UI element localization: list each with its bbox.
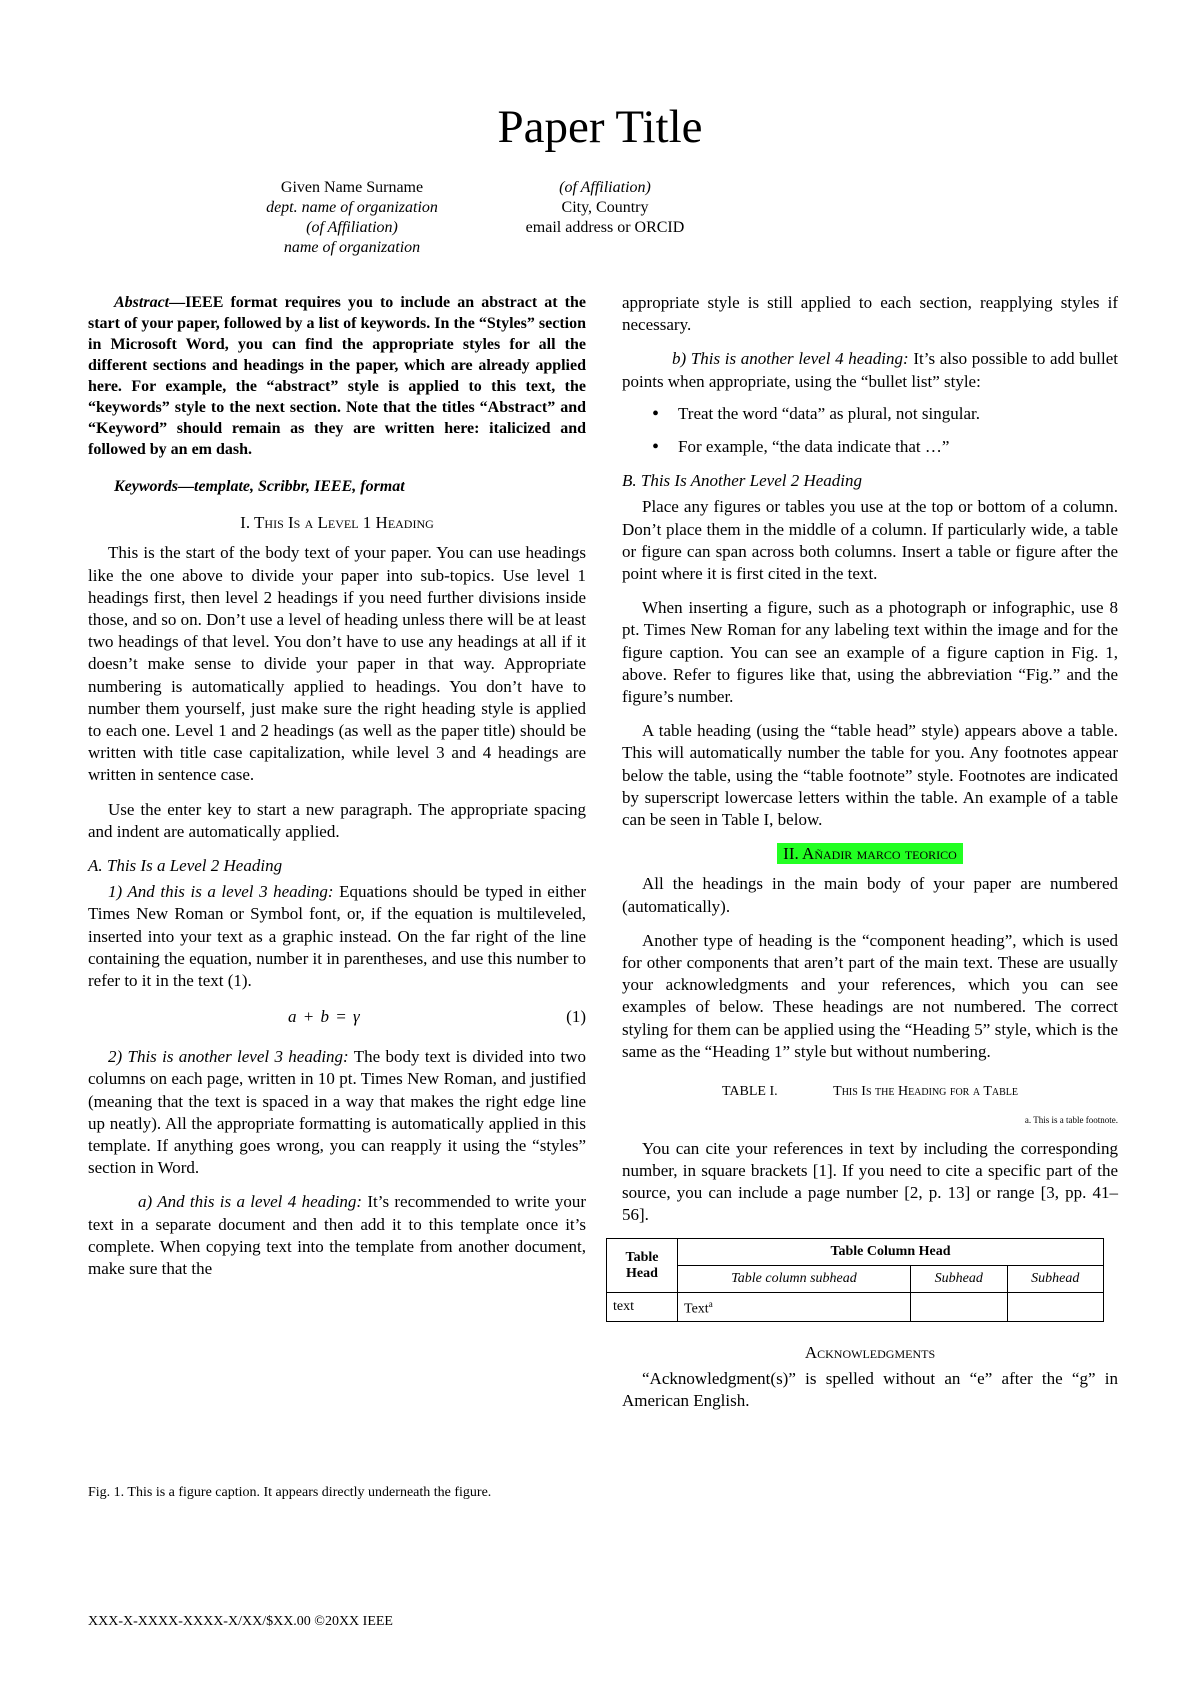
level3-text: The body text is divided into two columns on each page, written in 10 pt. Times New Roman, and justified (meaning that the text is spaced in a way that makes the right edge line up neatly). All the appropriate formatting is automatically applied in this template. If anything goes wrong, you can reapply it using the “styles” section in Word. — [88, 1047, 586, 1178]
section-heading-2 — [622, 843, 1118, 865]
equation-number: (1) — [566, 1007, 586, 1027]
level3-heading: 2) This is another level 3 heading: — [108, 1047, 349, 1067]
author-dept: dept. name of organization — [266, 199, 438, 216]
table-row — [607, 1239, 1104, 1266]
author-email: email address or ORCID — [525, 219, 685, 236]
table-row — [607, 1266, 1104, 1293]
author-affiliation-right: (of Affiliation) — [559, 179, 651, 196]
table-row — [607, 1293, 1104, 1322]
table-cell: text — [607, 1293, 678, 1322]
section-heading-1: I. This Is a Level 1 Heading — [240, 513, 434, 533]
list-item: • Treat the word “data” as plural, not singular. — [678, 403, 1118, 425]
level3-heading: 1) And this is a level 3 heading: — [108, 882, 334, 902]
table-cell — [1007, 1293, 1104, 1322]
body-paragraph: All the headings in the main body of your paper are numbered (automatically). — [622, 874, 1118, 916]
author-affiliation: (of Affiliation) — [306, 219, 398, 236]
list-item: • For example, “the data indicate that …” — [678, 436, 1118, 458]
copyright-footer: XXX-X-XXXX-XXXX-X/XX/$XX.00 ©20XX IEEE — [88, 1614, 393, 1629]
body-paragraph: When inserting a figure, such as a photograph or infographic, use 8 pt. Times New Roman for any labeling text within the image and for the figure caption. You can see an example of a figure caption in Fig. 1, above. Refer to figures like that, using the abbreviation “Fig.” and the figure’s number. — [622, 598, 1118, 707]
author-city: City, Country — [561, 199, 649, 216]
equation — [88, 1006, 586, 1030]
highlighted-heading: II. Añadir marco teorico — [777, 843, 963, 864]
table-footnote: a. This is a table footnote. — [1024, 1115, 1118, 1126]
abstract — [88, 292, 586, 460]
table-cell — [911, 1293, 1008, 1322]
author-name: Given Name Surname — [280, 179, 424, 196]
right-column — [613, 292, 1118, 1425]
paper-title: Paper Title — [497, 101, 703, 153]
table-footnote-marker: a — [708, 1299, 713, 1310]
subsection-heading-a: A. This Is a Level 2 Heading — [88, 856, 283, 876]
level4-paragraph — [88, 1191, 586, 1280]
level4-text: It’s recommended to write your text in a separate document and then add it to this template once it’s complete. When copying text into the template from another document, make sure that the — [88, 1192, 586, 1279]
level3-text: Equations should be typed in either Times New Roman or Symbol font, or, if the equation is multileveled, inserted into your text as a graphic instead. On the far right of the line containing the equation, number it in parentheses, and use this number to refer to it in the text (1). — [88, 882, 586, 991]
table-column-head: Table Column Head — [678, 1239, 1104, 1266]
level4-paragraph — [622, 348, 1118, 392]
body-paragraph: A table heading (using the “table head” style) appears above a table. This will automatically number the table for you. Any footnotes appear below the table, using the “table footnote” style. Footnotes are indicated by superscript lowercase letters within the table. An example of a table can be seen in Table I, below. — [622, 721, 1118, 830]
body-paragraph: Use the enter key to start a new paragraph. The appropriate spacing and indent are automatically applied. — [88, 799, 586, 841]
level4-heading: b) This is another level 4 heading: — [672, 349, 909, 369]
body-paragraph: appropriate style is still applied to each section, reapplying styles if necessary. — [622, 293, 1118, 335]
abstract-label: Abstract — [114, 294, 170, 311]
data-table — [606, 1238, 1104, 1322]
body-paragraph: Place any figures or tables you use at the top or bottom of a column. Don’t place them in the middle of a column. If particularly wide, a table or figure can span across both columns. Insert a table or figure after the point where it is first cited in the text. — [622, 497, 1118, 584]
body-paragraph: You can cite your references in text by including the corresponding number, in square brackets [1]. If you need to cite a specific part of the source, you can include a page number [2, p. 13] or range [3, pp. 41–56]. — [622, 1138, 1118, 1225]
subsection-heading-b: B. This Is Another Level 2 Heading — [622, 471, 863, 491]
bullet-list — [622, 403, 1118, 458]
figure-caption: Fig. 1. This is a figure caption. It appears directly underneath the figure. — [88, 1485, 492, 1500]
table-cell — [678, 1293, 911, 1322]
table-heading: This Is the Heading for a Table — [833, 1084, 1018, 1100]
abstract-dash: — — [169, 294, 186, 311]
table-subhead: Subhead — [1007, 1266, 1104, 1293]
author-org: name of organization — [283, 239, 421, 256]
level3-paragraph — [88, 1046, 586, 1179]
table-label: TABLE I. — [721, 1084, 778, 1100]
level3-paragraph — [88, 881, 586, 992]
table-cell-text: Text — [684, 1301, 709, 1317]
level4-text: It’s also possible to add bullet points when appropriate, using the “bullet list” style: — [622, 349, 1118, 391]
author-block-right — [425, 178, 785, 238]
table-subhead: Table column subhead — [678, 1266, 911, 1293]
keywords: Keywords—template, Scribbr, IEEE, format — [114, 478, 405, 495]
body-paragraph: This is the start of the body text of your paper. You can use headings like the one above to divide your paper into sub-topics. Use level 1 headings first, then level 2 headings if you need further divisions inside those, and so on. Don’t use a level of heading unless there will be at least two headings of that level. You don’t have to use any headings at all if it doesn’t make sense to divide your paper in that way. Appropriate numbering is automatically applied to headings. You don’t have to number them yourself, just make sure the right heading style is applied to each one. Level 1 and 2 headings (as well as the paper title) should be written with title case capitalization, while level 3 and 4 headings are written in sentence case. — [88, 543, 586, 785]
table-title — [622, 1081, 1118, 1103]
body-paragraph: Another type of heading is the “component heading”, which is used for other components that aren’t part of the main text. These are usually your acknowledgments and your references, which you can see examples of below. These headings are not numbered. The correct styling for them can be applied using the “Heading 5” style, which is the same as the “Heading 1” style but without numbering. — [622, 930, 1118, 1061]
left-column — [88, 292, 586, 1292]
level4-heading: a) And this is a level 4 heading: — [138, 1192, 362, 1212]
acknowledgments-heading: Acknowledgments — [804, 1342, 936, 1362]
abstract-text: IEEE format requires you to include an abstract at the start of your paper, followed by a list of keywords. In the “Styles” section in Microsoft Word, you can find the appropriate styles for all the different sections and headings in the paper, which are already applied here. For example, the “abstract” style is applied to this text, the “keywords” style to the next section. Note that the titles “Abstract” and “Keyword” should remain as they are written here: italicized and followed by an em dash. — [88, 294, 586, 458]
body-paragraph: “Acknowledgment(s)” is spelled without an “e” after the “g” in American English. — [622, 1369, 1118, 1411]
table-subhead: Subhead — [911, 1266, 1008, 1293]
table-head-cell: Table Head — [607, 1239, 678, 1293]
equation-expression: a + b = γ — [288, 1007, 361, 1027]
